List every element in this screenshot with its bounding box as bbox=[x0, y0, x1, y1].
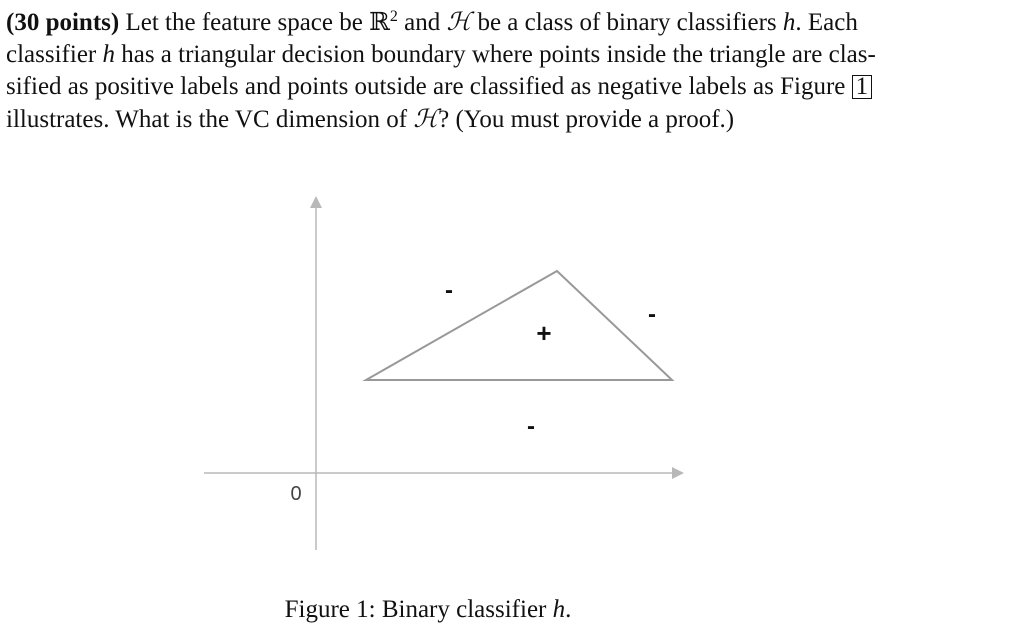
negative-label-top: - bbox=[445, 277, 453, 304]
x-axis-arrow-icon bbox=[672, 467, 684, 479]
problem-text: be a class of binary classifiers bbox=[471, 9, 783, 36]
problem-text: sified as positive labels and points outside are classified as negative labels as Figure bbox=[6, 73, 852, 100]
positive-label: + bbox=[536, 318, 552, 348]
caption-symbol: h bbox=[552, 596, 566, 623]
figure-caption bbox=[0, 596, 856, 624]
problem-text: . Each bbox=[795, 9, 858, 36]
negative-label-bottom: - bbox=[527, 413, 535, 440]
caption-text: . bbox=[565, 596, 572, 623]
hypothesis-symbol: ℋ bbox=[446, 7, 472, 36]
problem-text: has a triangular decision boundary where points inside the triangle are clas- bbox=[114, 41, 876, 68]
problem-text: classifier bbox=[6, 41, 103, 68]
problem-text: and bbox=[397, 9, 447, 36]
figure-reference-link[interactable]: 1 bbox=[852, 75, 873, 99]
classifier-symbol: h bbox=[102, 41, 115, 68]
y-axis-arrow-icon bbox=[310, 196, 322, 208]
problem-text: ? (You must provide a proof.) bbox=[438, 106, 735, 133]
caption-text: Figure 1: Binary classifier bbox=[284, 596, 553, 623]
origin-label: 0 bbox=[290, 483, 302, 505]
problem-text: illustrates. What is the VC dimension of bbox=[6, 106, 414, 133]
negative-label-right: - bbox=[648, 301, 656, 328]
problem-text: Let the feature space be bbox=[125, 9, 370, 36]
classifier-symbol: h bbox=[782, 9, 796, 36]
reals-exponent: 2 bbox=[389, 8, 398, 25]
points-label: (30 points) bbox=[6, 9, 120, 36]
reals-symbol: ℝ bbox=[369, 9, 390, 36]
triangle-boundary bbox=[366, 271, 672, 380]
hypothesis-symbol: ℋ bbox=[413, 104, 439, 133]
